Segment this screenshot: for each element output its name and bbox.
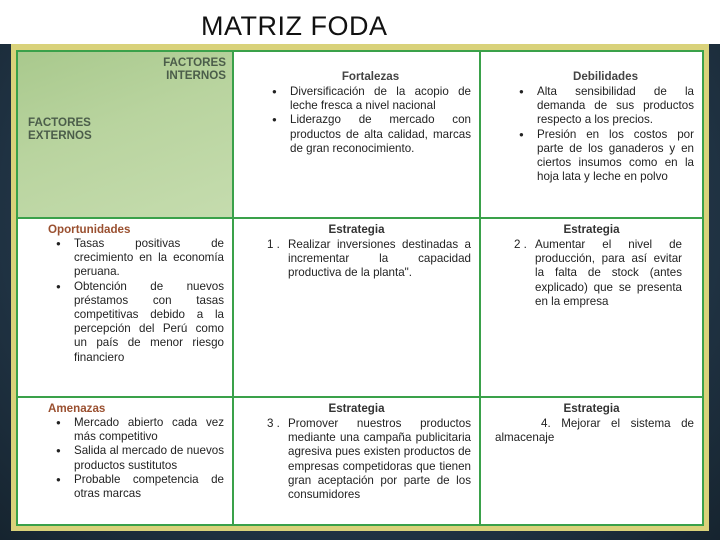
internal-factors-label — [163, 56, 226, 82]
debilidades-list — [517, 85, 694, 184]
external-factors-label — [28, 116, 92, 142]
estrategia-fa-cell — [234, 398, 479, 524]
list-item: ● Liderazgo de mercado con productos de alta calidad, marcas de gran reconocimiento. — [290, 113, 471, 156]
estrategia-fa-heading: Estrategia — [328, 402, 385, 415]
amenazas-cell — [18, 398, 232, 524]
fortalezas-cell — [234, 52, 479, 217]
list-item: ● Obtención de nuevos préstamos con tasas competitivas debido a la percepción del Perú como un país de menor riesgo financiero — [74, 280, 224, 365]
estrategia-do-number: 2 . — [514, 238, 527, 251]
list-item: ● Alta sensibilidad de la demanda de sus productos respecto a los precios. — [537, 85, 694, 128]
amenazas-list — [52, 416, 224, 501]
debilidades-heading: Debilidades — [572, 70, 639, 83]
estrategia-fo-heading: Estrategia — [328, 223, 385, 236]
estrategia-da-cell — [481, 398, 702, 524]
fortalezas-list — [270, 85, 471, 156]
slide-title: MATRIZ FODA — [0, 0, 720, 44]
estrategia-fo-text: Realizar inversiones destinadas a incrementar la capacidad productiva de la planta". — [288, 238, 471, 280]
estrategia-do-item — [489, 238, 694, 309]
external-factors-line-2: EXTERNOS — [28, 129, 92, 142]
estrategia-fa-text: Promover nuestros productos mediante una campaña publicitaria agresiva pues existen productos de empresas competidoras que tienen gran aceptación por parte de los consumidores — [288, 417, 471, 502]
estrategia-fo-item — [242, 238, 471, 281]
estrategia-da-heading: Estrategia — [563, 402, 620, 415]
amenazas-heading: Amenazas — [48, 402, 106, 415]
list-item: ● Probable competencia de otras marcas — [74, 473, 224, 501]
factors-corner-cell — [18, 52, 232, 217]
estrategia-fo-number: 1 . — [267, 238, 280, 251]
foda-matrix — [16, 50, 704, 526]
estrategia-da-text: 4. Mejorar el sistema de almacenaje — [495, 417, 694, 445]
oportunidades-heading: Oportunidades — [48, 223, 131, 236]
estrategia-fa-item — [242, 417, 471, 502]
estrategia-do-text: Aumentar el nivel de producción, para así evitar la falta de stock (antes explicado) que se presenta en la empresa — [535, 238, 682, 308]
estrategia-do-cell — [481, 219, 702, 396]
internal-factors-line-1: FACTORES — [163, 56, 226, 69]
list-item: ● Salida al mercado de nuevos productos sustitutos — [74, 444, 224, 472]
list-item: ● Diversificación de la acopio de leche fresca a nivel nacional — [290, 85, 471, 113]
external-factors-line-1: FACTORES — [28, 116, 91, 129]
estrategia-do-heading: Estrategia — [563, 223, 620, 236]
oportunidades-cell — [18, 219, 232, 396]
list-item: ● Mercado abierto cada vez más competitivo — [74, 416, 224, 444]
estrategia-fo-cell — [234, 219, 479, 396]
internal-factors-line-2: INTERNOS — [166, 69, 226, 82]
fortalezas-heading: Fortalezas — [341, 70, 400, 83]
oportunidades-list — [52, 237, 224, 365]
estrategia-fa-number: 3 . — [267, 417, 280, 430]
list-item: ● Presión en los costos por parte de los ganaderos y en ciertos insumos como en la hoja lata y leche en polvo — [537, 128, 694, 185]
list-item: ● Tasas positivas de crecimiento en la economía peruana. — [74, 237, 224, 280]
debilidades-cell — [481, 52, 702, 217]
